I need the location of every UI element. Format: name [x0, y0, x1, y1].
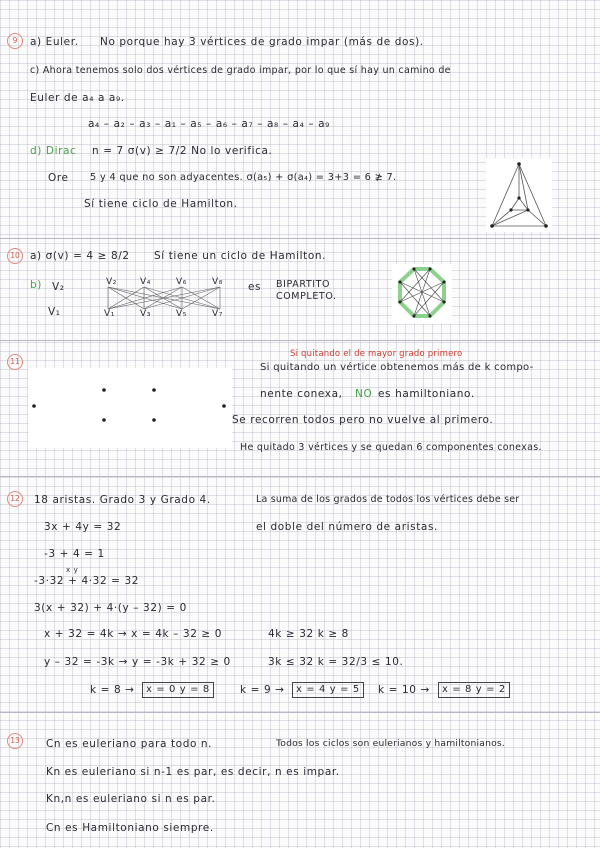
p9-ham: Sí tiene ciclo de Hamilton. — [84, 198, 238, 210]
p12-eq1: 3x + 4y = 32 — [44, 521, 122, 533]
p11-line2b: es hamiltoniano. — [378, 388, 475, 400]
p13-line4: Cn es Hamiltoniano siempre. — [46, 822, 214, 834]
p12-eq5b: 4k ≥ 32 k ≥ 8 — [268, 628, 349, 640]
p12-title: 18 aristas. Grado 3 y Grado 4. — [34, 494, 211, 506]
p12-eq3: -3·32 + 4·32 = 32 — [34, 575, 140, 587]
p12-eq6: y – 32 = -3k → y = -3k + 32 ≥ 0 — [44, 656, 231, 668]
p12-answer-box-2: x = 4 y = 5 — [292, 682, 364, 698]
p11-graph-figure — [28, 368, 232, 448]
p9-graph-figure — [486, 158, 552, 232]
p11-line3: Se recorren todos pero no vuelve al primero. — [232, 414, 494, 426]
p10-bipartite-lines — [104, 285, 226, 311]
separator — [0, 238, 600, 239]
p9-d-label: d) Dirac — [30, 145, 77, 157]
problem-number-11: 11 — [7, 354, 23, 370]
p10-v1: V₁ — [48, 306, 61, 318]
p12-eq3-over: x y — [66, 566, 79, 574]
p9-ore-text: 5 y 4 que no son adyacentes. σ(a₅) + σ(a₄) = 3+3 = 6 ≱ 7. — [90, 172, 397, 183]
p11-red-note: Si quitando el de mayor grado primero — [290, 349, 463, 359]
p10-bottom-v3: V₃ — [140, 309, 151, 319]
p12-note2: el doble del número de aristas. — [256, 521, 438, 533]
p9-d-text: n = 7 σ(v) ≥ 7/2 No lo verifica. — [92, 145, 273, 157]
p12-k8: k = 8 → — [90, 684, 135, 696]
p13-line1: Cn es euleriano para todo n. — [46, 738, 213, 750]
p11-line4: He quitado 3 vértices y se quedan 6 componentes conexas. — [240, 442, 542, 453]
p10-bottom-v7: V₇ — [212, 309, 223, 319]
p10-bottom-v5: V₅ — [176, 309, 187, 319]
p10-bipartito: BIPARTITO — [276, 279, 331, 290]
separator — [0, 476, 600, 477]
p10-top-v8: V₈ — [212, 277, 223, 287]
p10-octagon-graph — [392, 264, 452, 324]
p12-note1: La suma de los grados de todos los vértices debe ser — [256, 494, 520, 505]
p9-b-label: a) Euler. — [30, 36, 79, 48]
p10-es: es — [248, 281, 262, 293]
p13-line2: Kn es euleriano si n-1 es par, es decir, n es impar. — [46, 766, 340, 778]
p12-k9: k = 9 → — [240, 684, 285, 696]
problem-number-9: 9 — [7, 33, 23, 49]
p9-b-text: No porque hay 3 vértices de grado impar (más de dos). — [100, 36, 424, 48]
p9-c-line1: c) Ahora tenemos solo dos vértices de grado impar, por lo que sí hay un camino de — [30, 65, 451, 76]
p13-line3: Kn,n es euleriano si n es par. — [46, 793, 216, 805]
p9-ore-label: Ore — [48, 172, 69, 184]
separator — [0, 712, 600, 713]
p10-top-v6: V₆ — [176, 277, 187, 287]
p10-b-label: b) — [30, 279, 42, 291]
p10-top-v4: V₄ — [140, 277, 151, 287]
p10-a-text: Sí tiene un ciclo de Hamilton. — [154, 250, 327, 262]
problem-number-10: 10 — [7, 248, 23, 264]
p12-eq6b: 3k ≤ 32 k = 32/3 ≤ 10. — [268, 656, 404, 668]
p12-eq4: 3(x + 32) + 4·(y – 32) = 0 — [34, 602, 187, 614]
p10-bottom-v1: V₁ — [104, 309, 115, 319]
p11-line1: Si quitando un vértice obtenemos más de k compo- — [260, 362, 534, 373]
separator — [0, 340, 600, 341]
p10-a-label: a) σ(v) = 4 ≥ 8/2 — [30, 250, 130, 262]
p13-line1b: Todos los ciclos son eulerianos y hamiltonianos. — [276, 738, 506, 749]
p9-euler-path: a₄ – a₂ – a₃ – a₁ – a₅ – a₆ – a₇ – a₈ – a₄ – a₉ — [88, 118, 330, 130]
problem-number-13: 13 — [7, 733, 23, 749]
p9-c-line2: Euler de a₄ a a₉. — [30, 92, 125, 104]
p11-line2-no: NO — [355, 388, 373, 400]
p12-answer-box-3: x = 8 y = 2 — [438, 682, 510, 698]
p12-answer-box-1: x = 0 y = 8 — [142, 682, 214, 698]
problem-number-12: 12 — [7, 491, 23, 507]
p12-eq2: -3 + 4 = 1 — [44, 548, 105, 560]
p10-top-v2: V₂ — [106, 277, 117, 287]
p10-completo: COMPLETO. — [276, 291, 337, 302]
p10-v2: V₂ — [52, 281, 65, 293]
p12-k10: k = 10 → — [378, 684, 430, 696]
p12-eq5: x + 32 = 4k → x = 4k – 32 ≥ 0 — [44, 628, 223, 640]
p11-line2a: nente conexa, — [260, 388, 343, 400]
